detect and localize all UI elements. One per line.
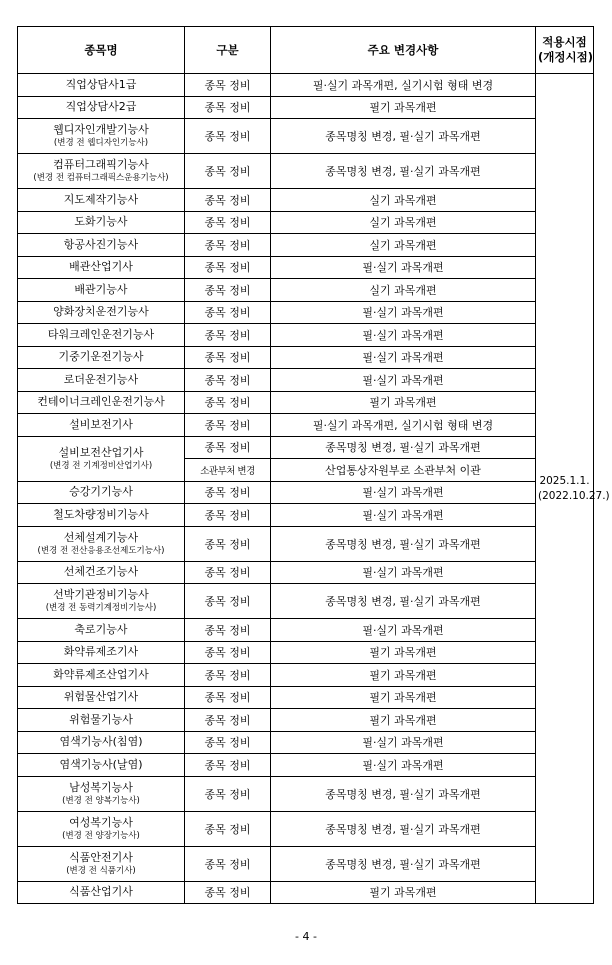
item-name-cell	[18, 391, 185, 414]
change-cell: 종목명칭 변경, 필·실기 과목개편	[271, 119, 536, 154]
category-cell: 종목 정비	[185, 189, 271, 212]
table-row	[18, 846, 594, 881]
item-name: 염색기능사(침염)	[59, 735, 143, 749]
table-row	[18, 481, 594, 504]
applied-date: 2025.1.1.	[539, 474, 590, 487]
change-cell: 실기 과목개편	[271, 189, 536, 212]
item-name-cell	[18, 119, 185, 154]
item-name-cell	[18, 414, 185, 437]
page-number: - 4 -	[295, 930, 317, 943]
category-cell: 종목 정비	[185, 709, 271, 732]
item-name: 도화기능사	[74, 215, 128, 229]
item-name: 배관기능사	[74, 282, 128, 296]
category-cell: 종목 정비	[185, 731, 271, 754]
change-cell: 필·실기 과목개편, 실기시험 형태 변경	[271, 414, 536, 437]
table-row	[18, 811, 594, 846]
applied-revision-date: (2022.10.27.)	[538, 489, 610, 502]
change-cell: 필기 과목개편	[271, 664, 536, 687]
item-name-cell	[18, 619, 185, 642]
table-row	[18, 96, 594, 119]
change-cell: 필기 과목개편	[271, 391, 536, 414]
header-applied-date	[536, 27, 594, 74]
item-former-name: (변경 전 양장기능사)	[62, 830, 140, 841]
table-row	[18, 619, 594, 642]
item-name-cell	[18, 731, 185, 754]
item-name-cell	[18, 584, 185, 619]
item-name: 염색기능사(날염)	[59, 757, 143, 771]
table-row	[18, 776, 594, 811]
item-name: 식품산업기사	[69, 885, 133, 899]
change-cell: 필·실기 과목개편	[271, 731, 536, 754]
item-name: 지도제작기능사	[63, 192, 139, 206]
item-name: 선체설계기능사	[63, 530, 139, 544]
table-row	[18, 504, 594, 527]
item-name-cell	[18, 301, 185, 324]
item-name-cell	[18, 279, 185, 302]
item-name: 컨테이너크레인운전기능사	[37, 395, 165, 409]
item-name: 선박기관정비기능사	[53, 588, 149, 601]
item-name: 식품안전기사	[69, 850, 133, 864]
change-cell: 종목명칭 변경, 필·실기 과목개편	[271, 526, 536, 561]
item-name-cell	[18, 436, 185, 481]
change-cell: 종목명칭 변경, 필·실기 과목개편	[271, 776, 536, 811]
item-former-name: (변경 전 양복기능사)	[62, 795, 140, 806]
table-row	[18, 301, 594, 324]
item-name-cell	[18, 154, 185, 189]
change-cell: 종목명칭 변경, 필·실기 과목개편	[271, 811, 536, 846]
table-row	[18, 74, 594, 97]
change-cell: 종목명칭 변경, 필·실기 과목개편	[271, 846, 536, 881]
item-name: 설비보전기사	[69, 417, 133, 431]
item-name-cell	[18, 324, 185, 347]
category-cell: 종목 정비	[185, 846, 271, 881]
item-name: 위험물기능사	[69, 712, 133, 726]
category-cell: 종목 정비	[185, 279, 271, 302]
table-row	[18, 256, 594, 279]
item-name: 철도차량정비기능사	[53, 507, 149, 521]
category-cell: 종목 정비	[185, 481, 271, 504]
item-name-cell	[18, 211, 185, 234]
category-cell: 종목 정비	[185, 561, 271, 584]
item-name-cell	[18, 881, 185, 904]
item-name-cell	[18, 776, 185, 811]
table-row	[18, 754, 594, 777]
category-cell: 종목 정비	[185, 234, 271, 257]
item-name-cell	[18, 504, 185, 527]
category-cell: 종목 정비	[185, 619, 271, 642]
table-row	[18, 119, 594, 154]
category-cell: 종목 정비	[185, 96, 271, 119]
change-cell: 필·실기 과목개편	[271, 369, 536, 392]
item-name-cell	[18, 709, 185, 732]
table-row	[18, 561, 594, 584]
category-cell: 종목 정비	[185, 686, 271, 709]
change-cell: 실기 과목개편	[271, 234, 536, 257]
item-name: 선체건조기능사	[63, 565, 139, 579]
change-cell: 필·실기 과목개편	[271, 256, 536, 279]
table-row	[18, 279, 594, 302]
category-cell: 종목 정비	[185, 74, 271, 97]
table-row	[18, 436, 594, 459]
item-name-cell	[18, 256, 185, 279]
category-cell: 종목 정비	[185, 119, 271, 154]
category-cell: 종목 정비	[185, 811, 271, 846]
item-former-name: (변경 전 컴퓨터그래픽스운용기능사)	[33, 173, 169, 183]
item-name: 위험물산업기사	[63, 690, 139, 704]
category-cell: 종목 정비	[185, 504, 271, 527]
category-cell: 종목 정비	[185, 641, 271, 664]
change-cell: 필·실기 과목개편	[271, 481, 536, 504]
item-name-cell	[18, 481, 185, 504]
item-name-cell	[18, 234, 185, 257]
item-former-name: (변경 전 기계정비산업기사)	[49, 460, 153, 471]
item-former-name: (변경 전 식품기사)	[66, 865, 136, 876]
item-name: 배관산업기사	[69, 260, 133, 274]
change-cell: 필기 과목개편	[271, 641, 536, 664]
item-name-cell	[18, 846, 185, 881]
table-body	[18, 74, 610, 904]
table-row	[18, 686, 594, 709]
change-cell: 필기 과목개편	[271, 96, 536, 119]
change-cell: 필·실기 과목개편	[271, 619, 536, 642]
change-cell: 필기 과목개편	[271, 881, 536, 904]
item-name-cell	[18, 664, 185, 687]
change-cell: 필·실기 과목개편	[271, 346, 536, 369]
item-name-cell	[18, 561, 185, 584]
category-cell: 종목 정비	[185, 414, 271, 437]
table-header-row	[18, 27, 594, 74]
change-cell: 필기 과목개편	[271, 686, 536, 709]
item-name-cell	[18, 754, 185, 777]
change-cell: 산업통상자원부로 소관부처 이관	[271, 459, 536, 482]
category-cell: 종목 정비	[185, 369, 271, 392]
item-name: 화약류제조기사	[63, 645, 139, 659]
change-cell: 실기 과목개편	[271, 211, 536, 234]
item-name: 양화장치운전기능사	[53, 305, 149, 319]
item-name: 기중기운전기능사	[58, 350, 144, 364]
category-cell: 종목 정비	[185, 881, 271, 904]
table-row	[18, 881, 594, 904]
item-former-name: (변경 전 동력기계정비기능사)	[45, 603, 157, 613]
change-cell: 필기 과목개편	[271, 709, 536, 732]
table-row	[18, 709, 594, 732]
item-name: 여성복기능사	[69, 815, 133, 829]
item-name: 축로기능사	[74, 622, 128, 636]
item-name: 항공사진기능사	[63, 237, 139, 251]
item-name: 컴퓨터그래픽기능사	[53, 158, 149, 171]
category-cell: 종목 정비	[185, 301, 271, 324]
table-row	[18, 731, 594, 754]
item-name: 웹디자인개발기능사	[53, 123, 149, 136]
category-cell: 종목 정비	[185, 754, 271, 777]
header-applied-date-line1: 적용시점	[542, 35, 587, 49]
table-row	[18, 526, 594, 561]
table-row	[18, 324, 594, 347]
category-cell: 소관부처 변경	[185, 459, 271, 482]
item-name-cell	[18, 811, 185, 846]
change-cell: 필·실기 과목개편, 실기시험 형태 변경	[271, 74, 536, 97]
table-row	[18, 641, 594, 664]
item-name: 설비보전산업기사	[58, 445, 144, 459]
item-former-name: (변경 전 웹디자인기능사)	[53, 138, 149, 148]
category-cell: 종목 정비	[185, 256, 271, 279]
header-main-changes: 주요 변경사항	[271, 27, 536, 74]
header-applied-date-line2: (개정시점)	[538, 50, 593, 64]
category-cell: 종목 정비	[185, 154, 271, 189]
item-name-cell	[18, 96, 185, 119]
item-name: 직업상담사1급	[65, 77, 137, 91]
category-cell: 종목 정비	[185, 391, 271, 414]
item-former-name: (변경 전 전산응용조선제도기능사)	[37, 545, 165, 556]
change-cell: 필·실기 과목개편	[271, 504, 536, 527]
change-cell: 필·실기 과목개편	[271, 561, 536, 584]
applied-date-cell	[536, 74, 610, 904]
table-row	[18, 664, 594, 687]
category-cell: 종목 정비	[185, 526, 271, 561]
category-cell: 종목 정비	[185, 211, 271, 234]
change-cell: 종목명칭 변경, 필·실기 과목개편	[271, 584, 536, 619]
item-name: 타워크레인운전기능사	[47, 327, 155, 341]
table-row	[18, 369, 594, 392]
item-name: 남성복기능사	[69, 780, 133, 794]
header-item-name: 종목명	[18, 27, 185, 74]
change-table	[17, 26, 610, 904]
change-cell: 필·실기 과목개편	[271, 754, 536, 777]
item-name: 직업상담사2급	[65, 100, 137, 114]
category-cell: 종목 정비	[185, 346, 271, 369]
table-row	[18, 584, 594, 619]
table-row	[18, 234, 594, 257]
table-row	[18, 189, 594, 212]
item-name: 승강기기능사	[69, 485, 133, 499]
change-cell: 필·실기 과목개편	[271, 324, 536, 347]
table-row	[18, 414, 594, 437]
table-row	[18, 211, 594, 234]
item-name-cell	[18, 369, 185, 392]
item-name-cell	[18, 526, 185, 561]
table-row	[18, 346, 594, 369]
category-cell: 종목 정비	[185, 436, 271, 459]
item-name-cell	[18, 686, 185, 709]
item-name-cell	[18, 74, 185, 97]
item-name: 로더운전기능사	[63, 372, 139, 386]
header-category: 구분	[185, 27, 271, 74]
item-name: 화약류제조산업기사	[53, 667, 149, 681]
change-cell: 종목명칭 변경, 필·실기 과목개편	[271, 436, 536, 459]
category-cell: 종목 정비	[185, 664, 271, 687]
table-row	[18, 391, 594, 414]
category-cell: 종목 정비	[185, 776, 271, 811]
item-name-cell	[18, 189, 185, 212]
category-cell: 종목 정비	[185, 324, 271, 347]
item-name-cell	[18, 346, 185, 369]
table-row	[18, 154, 594, 189]
category-cell: 종목 정비	[185, 584, 271, 619]
change-cell: 종목명칭 변경, 필·실기 과목개편	[271, 154, 536, 189]
change-cell: 필·실기 과목개편	[271, 301, 536, 324]
change-cell: 실기 과목개편	[271, 279, 536, 302]
item-name-cell	[18, 641, 185, 664]
